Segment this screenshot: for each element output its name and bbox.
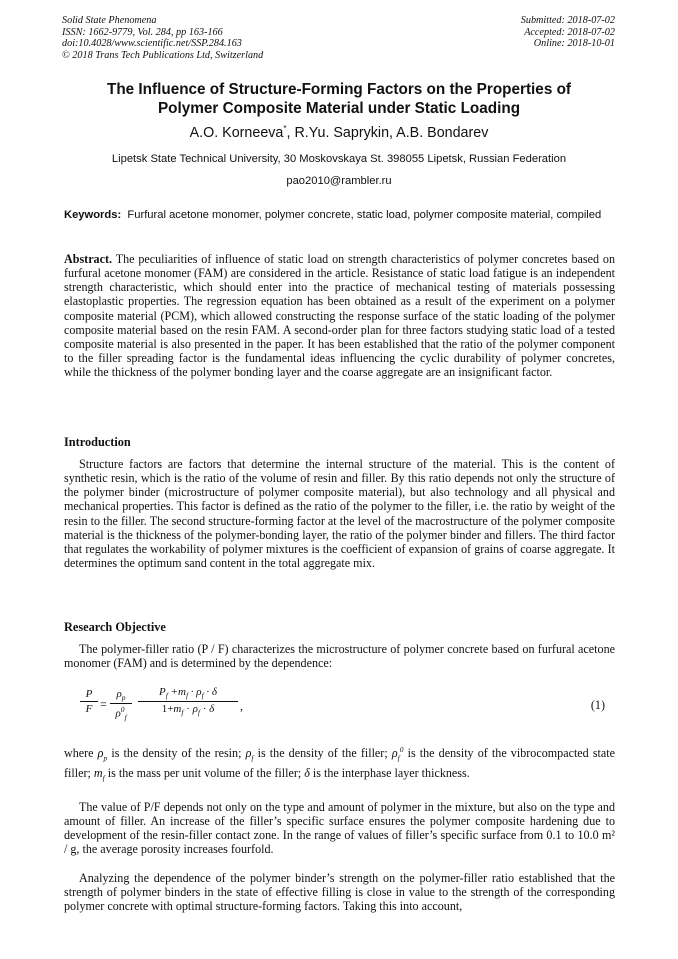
equation-1: $\frac{P}{F}$ = $\frac{\rho_p}{\rho^0_f}$ $\frac{P_f +m_f \cdot \rho_f \cdot \delta}{1+m_f \cdot \rho_f \cdot \delta}$ , (1): [80, 686, 620, 726]
affiliation: Lipetsk State Technical University, 30 Moskovskaya St. 398055 Lipetsk, Russian Federation: [111, 153, 567, 165]
submitted-date: Submitted: 2018-07-02: [520, 15, 615, 26]
dates-header: [521, 15, 615, 50]
research-paragraph-3: Analyzing the dependence of the polymer binder’s strength on the polymer-filler ratio established that the strength of polymer binders in the state of effective filling is close in value to the strength of the corresponding polymer concrete with optimal structure-forming factors. Taking this into account,: [64, 871, 615, 914]
corresponding-mark: *: [283, 124, 287, 134]
authors: [62, 124, 616, 142]
journal-header: [62, 15, 263, 61]
eq-lhs-fraction: $\frac{P}{F}$: [80, 688, 98, 715]
research-paragraph-1: The polymer-filler ratio (P / F) characterizes the microstructure of polymer concrete based on furfural acetone monomer (FAM) and is determined by the dependence:: [64, 642, 615, 671]
eq-density-ratio: $\frac{\rho_p}{\rho^0_f}$: [110, 688, 132, 722]
abstract: [64, 252, 615, 379]
journal-name: Solid State Phenomena: [62, 15, 157, 26]
variable-definitions: where $\rho_p$ is the density of the resin; $\rho_f$ is the density of the filler; $\rho_f^0$ is the density of the vibrocompacted state filler; $m_f$ is the mass per unit volume of the filler; δ is the interphase layer thickness.: [64, 745, 615, 782]
paper-title: The Influence of Structure-Forming Factors on the Properties of Polymer Composite Material under Static Loading: [106, 81, 572, 117]
copyright: © 2018 Trans Tech Publications Ltd, Switzerland: [62, 49, 264, 61]
section-heading-introduction: Introduction: [64, 435, 131, 449]
abstract-label: Abstract.: [64, 252, 113, 266]
keywords-label: Keywords:: [64, 209, 122, 221]
accepted-date: Accepted: 2018-07-02: [524, 26, 615, 38]
doi: doi:10.4028/www.scientific.net/SSP.284.163: [62, 38, 242, 50]
author-1: A.O. Korneeva: [189, 125, 284, 141]
keywords-text: Furfural acetone monomer, polymer concrete, static load, polymer composite material, compiled: [127, 209, 602, 221]
email: pao2010@rambler.ru: [286, 175, 392, 187]
issn: ISSN: 1662-9779, Vol. 284, pp 163-166: [62, 26, 223, 38]
online-date: Online: 2018-10-01: [533, 38, 615, 50]
other-authors: , R.Yu. Saprykin, A.B. Bondarev: [286, 125, 489, 141]
keywords: [64, 208, 616, 222]
equation-number: (1): [590, 698, 605, 712]
abstract-text: The peculiarities of influence of static load on strength characteristics of polymer concretes based on furfural acetone monomer (FAM) are considered in the article. Resistance of static load fatigue is an independent strength characteristic, which should enter into the practice of mechanical testing of materials possessing elastoplastic properties. The regression equation has been obtained as a result of the experiment on a polymer composite material (PCM), which allowed constructing the response surface of the static loading of the polymer composite material based on the resin FAM. A second-order plan for three factors studying static load of a tested composite material is also presented in the paper. It has been established that the ratio of the polymer component to the filler spreading factor is the fundamental ideas influencing the cyclic durability of polymer concretes, while the thickness of the polymer bonding layer and the coarse aggregate are an insignificant factor.: [64, 252, 615, 380]
section-heading-research-objective: Research Objective: [64, 620, 166, 634]
research-paragraph-2: The value of P/F depends not only on the type and amount of polymer in the mixture, but also on the type and amount of filler. An increase of the filler’s specific surface ensures the polymer composite hardening due to development of the resin-filler contact zone. In the range of values of filler’s specific surface from 0.1 to 10.0 m² / g, the average porosity increases fourfold.: [64, 800, 615, 857]
eq-main-fraction: $\frac{P_f +m_f \cdot \rho_f \cdot \delta}{1+m_f \cdot \rho_f \cdot \delta}$: [138, 686, 238, 717]
intro-paragraph: Structure factors are factors that determine the internal structure of the material. This is the content of synthetic resin, which is the ratio of the volume of resin and filler. By this ratio depends not only the structure of the polymer binder (microstructure of polymer composite material), but also technology and all physical and mechanical properties. This factor is defined as the ratio of the polymer to the filler, i.e. the ratio by weight of the resin to the filler. The second structure-forming factor at the level of the macrostructure of the polymer composite material is the thickness of the polymer-bonding layer, the ratio of the polymer binder and fillers. The third factor that regulates the workability of polymer mixtures is the coefficient of expansion of grains of coarse aggregate. It determines the optimum sand content in the total aggregate mix.: [64, 457, 615, 571]
